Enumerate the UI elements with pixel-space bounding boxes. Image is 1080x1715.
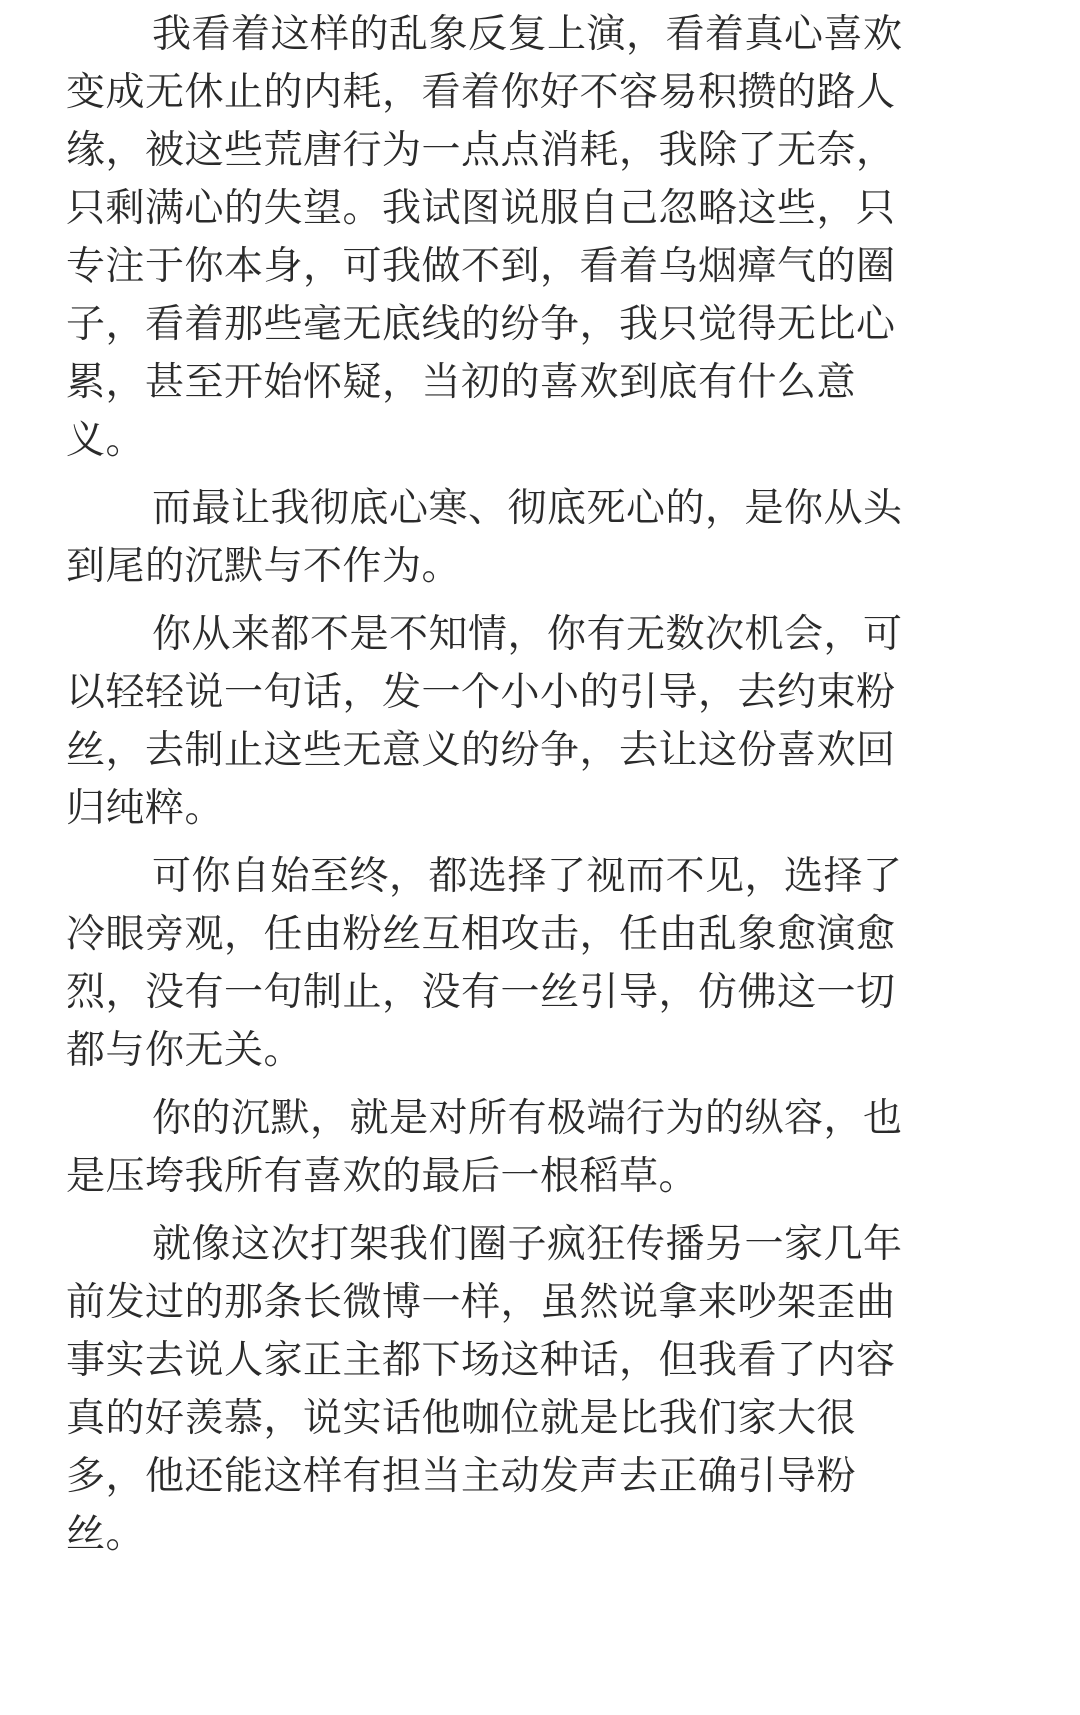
- text-line: 冷眼旁观，任由粉丝互相攻击，任由乱象愈演愈: [66, 912, 896, 957]
- paragraph-1: [0, 6, 980, 470]
- text-line: 丝，去制止这些无意义的纷争，去让这份喜欢回: [66, 728, 896, 773]
- text-line: 丝。: [66, 1512, 146, 1557]
- text-line: 只剩满心的失望。我试图说服自己忽略这些，只: [66, 186, 896, 231]
- text-line: 可你自始至终，都选择了视而不见，选择了: [152, 854, 903, 899]
- text-line: 就像这次打架我们圈子疯狂传播另一家几年: [152, 1222, 903, 1267]
- text-line: 缘，被这些荒唐行为一点点消耗，我除了无奈，: [66, 128, 896, 173]
- text-line: 你从来都不是不知情，你有无数次机会，可: [152, 612, 903, 657]
- text-line: 我看着这样的乱象反复上演，看着真心喜欢: [152, 12, 903, 57]
- text-line: 都与你无关。: [66, 1028, 304, 1073]
- text-line: 到尾的沉默与不作为。: [66, 544, 462, 589]
- text-line: 以轻轻说一句话，发一个小小的引导，去约束粉: [66, 670, 896, 715]
- text-line: 前发过的那条长微博一样，虽然说拿来吵架歪曲: [66, 1280, 896, 1325]
- text-line: 真的好羡慕，说实话他咖位就是比我们家大很: [66, 1396, 857, 1441]
- text-line: 义。: [66, 418, 146, 463]
- text-line: 事实去说人家正主都下场这种话，但我看了内容: [66, 1338, 896, 1383]
- text-line: 而最让我彻底心寒、彻底死心的，是你从头: [152, 486, 903, 531]
- text-line: 专注于你本身，可我做不到，看着乌烟瘴气的圈: [66, 244, 896, 289]
- paragraph-5: [0, 1090, 980, 1206]
- text-line: 烈，没有一句制止，没有一丝引导，仿佛这一切: [66, 970, 896, 1015]
- text-line: 归纯粹。: [66, 786, 225, 831]
- paragraph-6: [0, 1216, 980, 1564]
- text-line: 是压垮我所有喜欢的最后一根稻草。: [66, 1154, 699, 1199]
- text-line: 变成无休止的内耗，看着你好不容易积攒的路人: [66, 70, 896, 115]
- paragraph-2: [0, 480, 980, 596]
- text-line: 多，他还能这样有担当主动发声去正确引导粉: [66, 1454, 857, 1499]
- text-line: 累，甚至开始怀疑，当初的喜欢到底有什么意: [66, 360, 857, 405]
- paragraph-4: [0, 848, 980, 1080]
- text-line: 子，看着那些毫无底线的纷争，我只觉得无比心: [66, 302, 896, 347]
- paragraph-3: [0, 606, 980, 838]
- text-line: 你的沉默，就是对所有极端行为的纵容，也: [152, 1096, 903, 1141]
